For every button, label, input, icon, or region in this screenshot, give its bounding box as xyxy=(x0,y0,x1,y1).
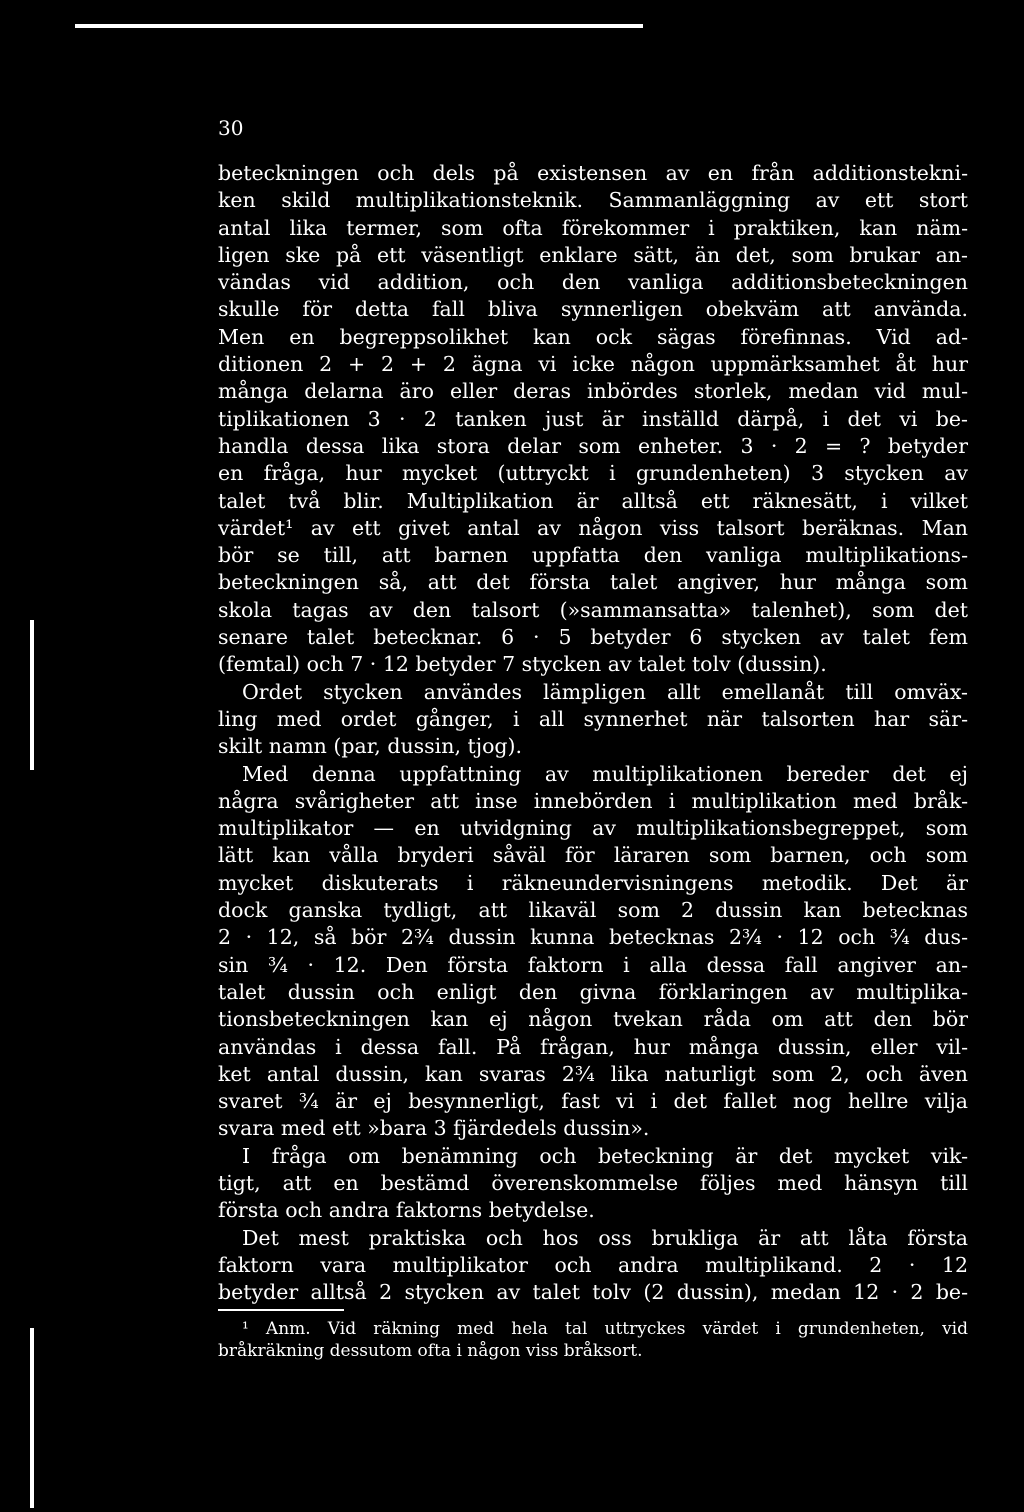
text-line: bör se till, att barnen uppfatta den vanliga multiplikations- xyxy=(218,543,968,568)
text-line: talet dussin och enligt den givna förklaringen av multiplika- xyxy=(218,979,968,1004)
footnote-rule xyxy=(218,1309,344,1311)
text-line: mycket diskuterats i räkneundervisningens metodik. Det är xyxy=(218,870,968,895)
text-line: ditionen 2 + 2 + 2 ägna vi icke någon uppmärksamhet åt hur xyxy=(218,352,968,377)
text-line: sin ¾ · 12. Den första faktorn i alla dessa fall angiver an- xyxy=(218,952,968,977)
text-line: I fråga om benämning och beteckning är det mycket vik- xyxy=(242,1143,968,1168)
text-line: antal lika termer, som ofta förekommer i praktiken, kan näm- xyxy=(218,215,968,240)
text-line: tionsbeteckningen kan ej någon tvekan råda om att den bör xyxy=(218,1007,968,1032)
text-line: svara med ett »bara 3 fjärdedels dussin». xyxy=(218,1116,650,1141)
text-line: Med denna uppfattning av multiplikationen bereder det ej xyxy=(242,761,968,786)
text-line: en fråga, hur mycket (uttryckt i grundenheten) 3 stycken av xyxy=(218,461,968,486)
text-line: ken skild multiplikationsteknik. Sammanläggning av ett stort xyxy=(218,188,968,213)
text-line: skola tagas av den talsort (»sammansatta» talenhet), som det xyxy=(218,597,968,622)
margin-bar xyxy=(30,620,34,770)
text-line: några svårigheter att inse innebörden i multiplikation med bråk- xyxy=(218,788,968,813)
text-line: 2 · 12, så bör 2¾ dussin kunna betecknas 2¾ · 12 och ¾ dus- xyxy=(218,925,968,950)
margin-bar xyxy=(30,1328,34,1508)
text-line: beteckningen så, att det första talet angiver, hur många som xyxy=(218,570,968,595)
text-line: senare talet betecknar. 6 · 5 betyder 6 stycken av talet fem xyxy=(218,625,968,650)
footnote xyxy=(218,1318,968,1362)
text-line: många delarna äro eller deras inbördes storlek, medan vid mul- xyxy=(218,379,968,404)
text-line: Men en begreppsolikhet kan ock sägas förefinnas. Vid ad- xyxy=(218,324,968,349)
text-line: svaret ¾ är ej besynnerligt, fast vi i det fallet nog hellre vilja xyxy=(218,1089,968,1114)
page-number: 30 xyxy=(218,116,244,140)
text-line: Det mest praktiska och hos oss brukliga är att låta första xyxy=(242,1225,968,1250)
text-line: tigt, att en bestämd överenskommelse följes med hänsyn till xyxy=(218,1170,968,1195)
footnote-line: ¹ Anm. Vid räkning med hela tal uttryckes värdet i grundenheten, vid xyxy=(242,1319,968,1339)
text-line: multiplikator — en utvidgning av multiplikationsbegreppet, som xyxy=(218,816,968,841)
text-line: ling med ordet gånger, i all synnerhet när talsorten har sär- xyxy=(218,706,968,731)
text-line: talet två blir. Multiplikation är alltså ett räknesätt, i vilket xyxy=(218,488,968,513)
text-line: vändas vid addition, och den vanliga additionsbeteckningen xyxy=(218,270,968,295)
text-line: skilt namn (par, dussin, tjog). xyxy=(218,734,523,759)
text-line: ligen ske på ett väsentligt enklare sätt, än det, som brukar an- xyxy=(218,242,968,267)
footnote-line: bråkräkning dessutom ofta i någon viss bråksort. xyxy=(218,1341,643,1361)
body-text xyxy=(218,160,968,1306)
text-line: (femtal) och 7 · 12 betyder 7 stycken av talet tolv (dussin). xyxy=(218,652,827,677)
text-line: dock ganska tydligt, att likaväl som 2 dussin kan betecknas xyxy=(218,898,968,923)
text-line: lätt kan vålla bryderi såväl för läraren som barnen, och som xyxy=(218,843,968,868)
text-line: betyder alltså 2 stycken av talet tolv (2 dussin), medan 12 · 2 be- xyxy=(218,1280,968,1305)
top-rule xyxy=(75,24,643,28)
text-line: faktorn vara multiplikator och andra multiplikand. 2 · 12 xyxy=(218,1252,968,1277)
text-line: ket antal dussin, kan svaras 2¾ lika naturligt som 2, och även xyxy=(218,1061,968,1086)
text-line: första och andra faktorns betydelse. xyxy=(218,1198,595,1223)
text-line: handla dessa lika stora delar som enheter. 3 · 2 = ? betyder xyxy=(218,433,968,458)
text-line: Ordet stycken användes lämpligen allt emellanåt till omväx- xyxy=(242,679,968,704)
text-line: skulle för detta fall bliva synnerligen obekväm att använda. xyxy=(218,297,968,322)
text-line: värdet¹ av ett givet antal av någon viss talsort beräknas. Man xyxy=(218,515,968,540)
text-line: användas i dessa fall. På frågan, hur många dussin, eller vil- xyxy=(218,1034,968,1059)
text-line: beteckningen och dels på existensen av en från additionstekni- xyxy=(218,161,968,185)
text-line: tiplikationen 3 · 2 tanken just är inställd därpå, i det vi be- xyxy=(218,406,968,431)
